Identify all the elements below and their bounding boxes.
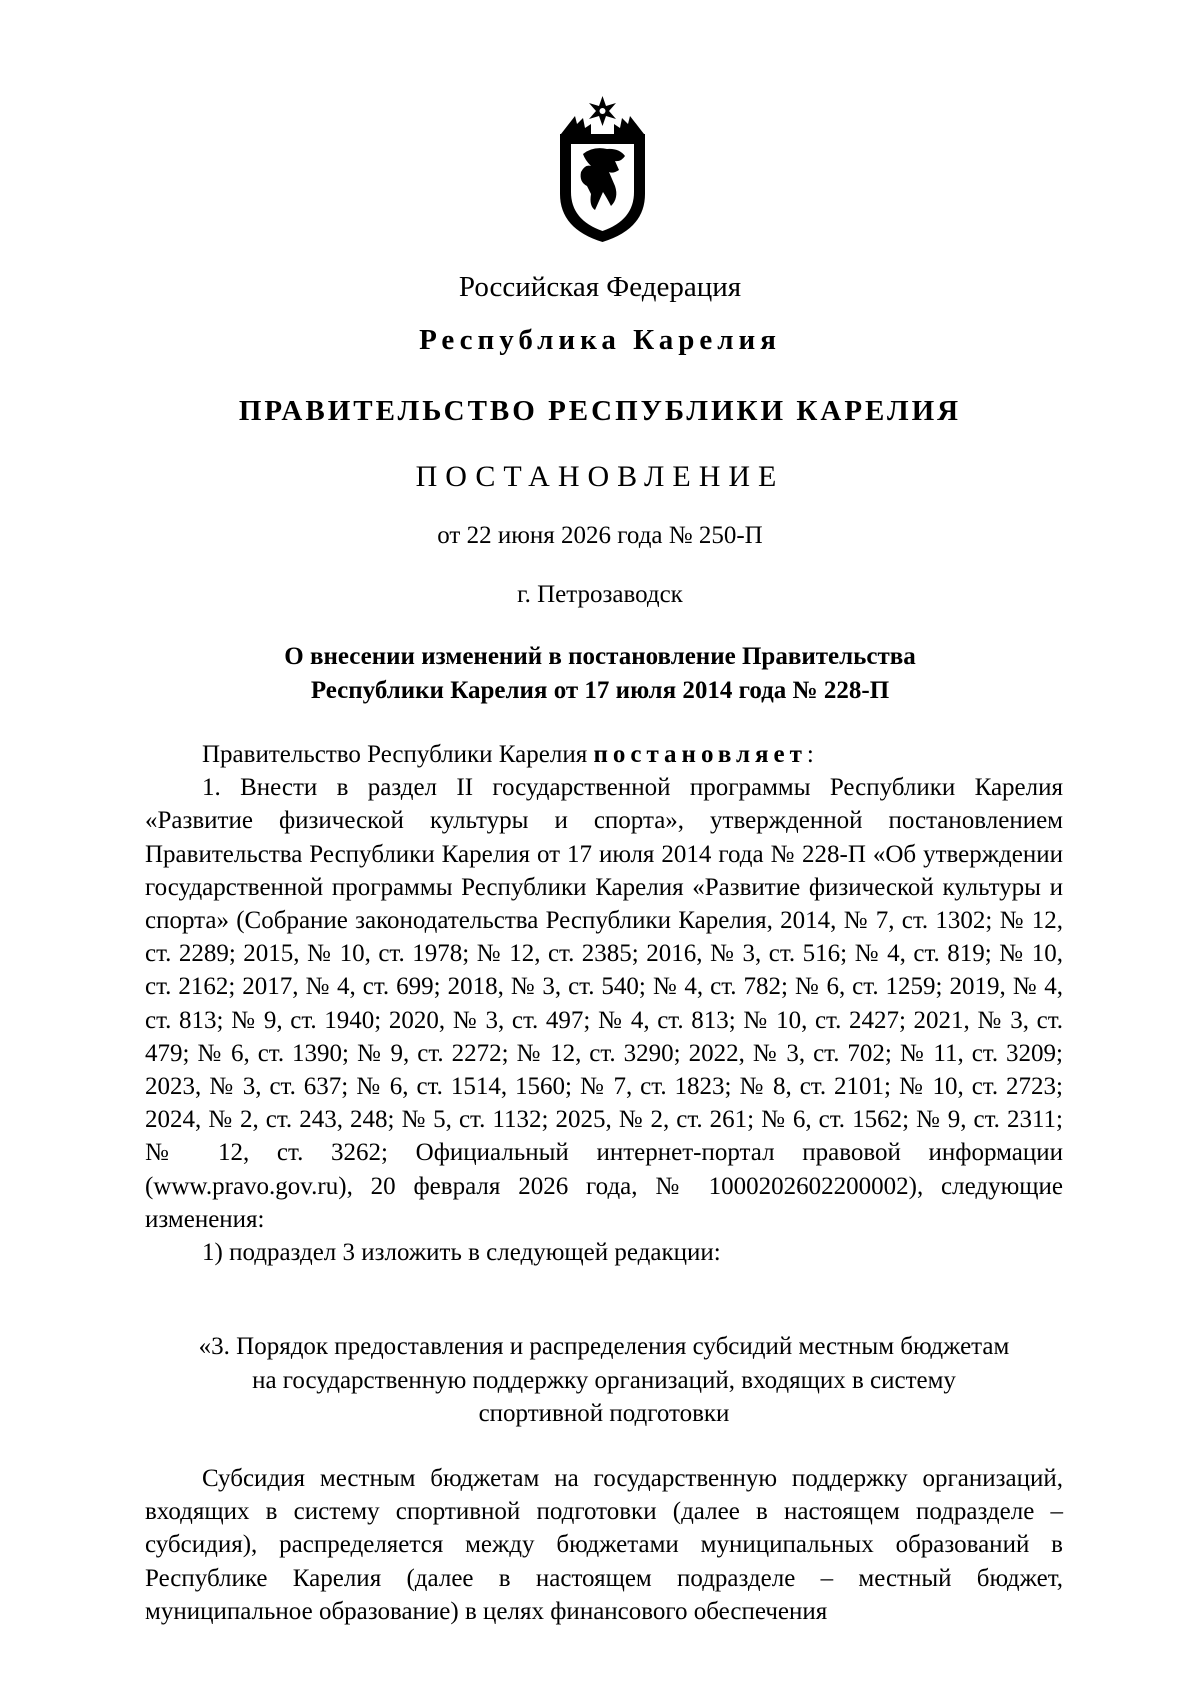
subsection-body bbox=[145, 1462, 1063, 1628]
subsidy-paragraph: Субсидия местным бюджетам на государственную поддержку организаций, входящих в систему спортивной подготовки (далее в настоящем подразделе – субсидия), распределяется между бюджетами муниципальных образований в Республике Карелия (далее в настоящем подразделе – местный бюджет, муниципальное образование) в целях финансового обеспечения bbox=[145, 1465, 1063, 1625]
intro-suffix: : bbox=[806, 741, 814, 768]
document-type: ПОСТАНОВЛЕНИЕ bbox=[415, 460, 785, 493]
document-title bbox=[0, 640, 1200, 708]
subitem-1-paragraph: 1) подраздел 3 изложить в следующей редакции: bbox=[202, 1239, 721, 1267]
karelia-coat-of-arms-icon bbox=[555, 94, 650, 244]
republic-name: Республика Карелия bbox=[419, 324, 781, 356]
intro-verb: постановляет bbox=[593, 741, 807, 768]
government-name: ПРАВИТЕЛЬСТВО РЕСПУБЛИКИ КАРЕЛИЯ bbox=[238, 395, 962, 427]
subsection-heading-line-2: на государственную поддержку организаций, входящих в систему bbox=[252, 1366, 956, 1394]
intro-prefix: Правительство Республики Карелия bbox=[202, 741, 594, 768]
item-1-paragraph: 1. Внести в раздел II государственной программы Республики Карелия «Развитие физической культуры и спорта», утвержденной постановлением Правительства Республики Карелия от 17 июля 2014 года № 228-П «Об утверждении государственной программы Республики Карелия «Развитие физической культуры и спорта» (Собрание законодательства Республики Карелия, 2014, № 7, ст. 1302; № 12, ст. 2289; 2015, № 10, ст. 1978; № 12, ст. 2385; 2016, № 3, ст. 516; № 4, ст. 819; № 10, ст. 2162; 2017, № 4, ст. 699; 2018, № 3, ст. 540; № 4, ст. 782; № 6, ст. 1259; 2019, № 4, ст. 813; № 9, ст. 1940; 2020, № 3, ст. 497; № 4, ст. 813; № 10, ст. 2427; 2021, № 3, ст. 479; № 6, ст. 1390; № 9, ст. 2272; № 12, ст. 3290; 2022, № 3, ст. 702; № 11, ст. 3209; 2023, № 3, ст. 637; № 6, ст. 1514, 1560; № 7, ст. 1823; № 8, ст. 2101; № 10, ст. 2723; 2024, № 2, ст. 243, 248; № 5, ст. 1132; 2025, № 2, ст. 261; № 6, ст. 1562; № 9, ст. 2311; № 12, ст. 3262; Официальный интернет-портал правовой информации (www.pravo.gov.ru), 20 февраля 2026 года, № 1000202602200002), следующие изменения: bbox=[145, 774, 1063, 1233]
document-body bbox=[145, 738, 1063, 1269]
subsection-heading-line-1: «3. Порядок предоставления и распределения субсидий местным бюджетам bbox=[198, 1333, 1010, 1360]
subsection-heading bbox=[145, 1330, 1063, 1431]
document-title-line-1: О внесении изменений в постановление Правительства bbox=[284, 643, 916, 670]
document-date-number: от 22 июня 2026 года № 250-П bbox=[437, 522, 763, 549]
subsection-heading-line-3: спортивной подготовки bbox=[478, 1400, 730, 1427]
document-city: г. Петрозаводск bbox=[517, 581, 683, 608]
document-title-line-2: Республики Карелия от 17 июля 2014 года № 228-П bbox=[310, 677, 890, 704]
intro-paragraph bbox=[145, 738, 1063, 771]
country-name: Российская Федерация bbox=[458, 271, 742, 303]
